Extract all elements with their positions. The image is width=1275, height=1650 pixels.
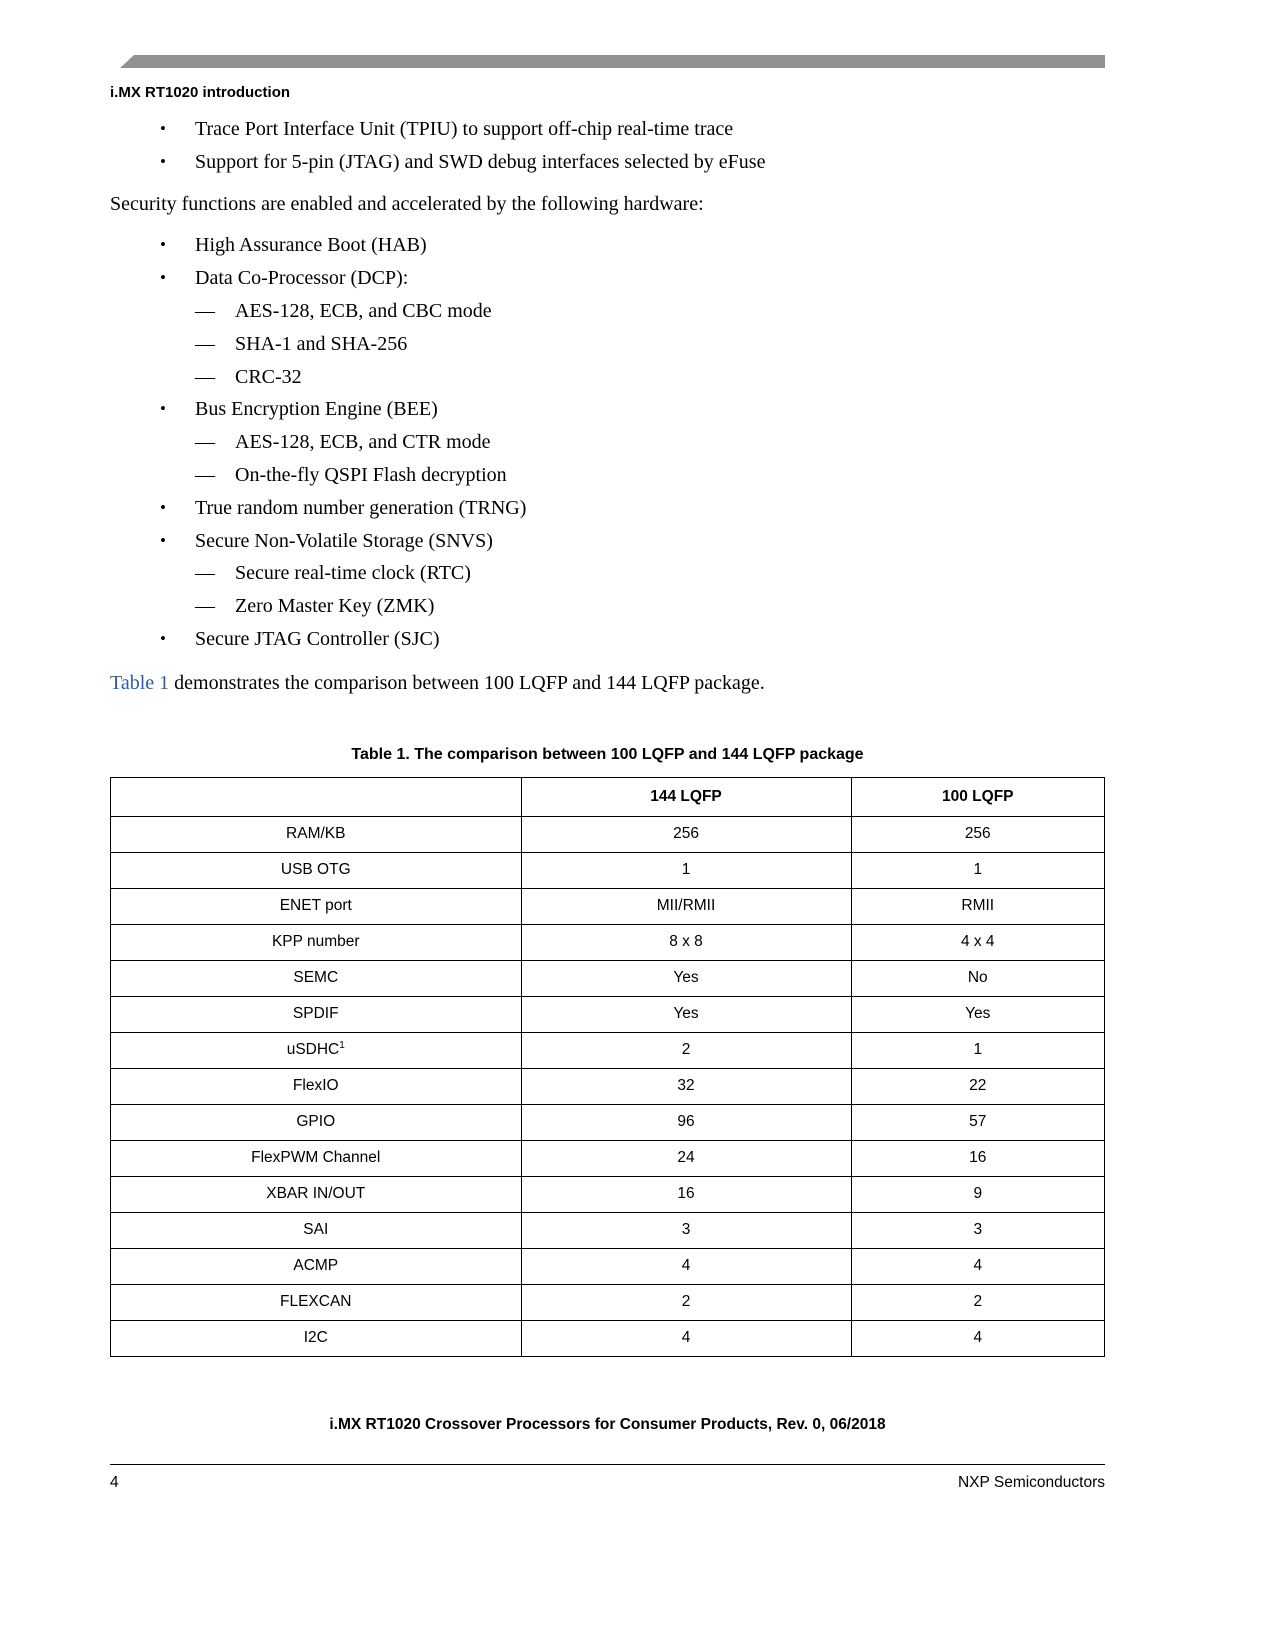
table-cell-label: XBAR IN/OUT <box>111 1176 522 1212</box>
bullet-marker: • <box>160 119 166 138</box>
list-item <box>110 262 1105 295</box>
list-item <box>110 113 1105 146</box>
comparison-table <box>110 777 1105 1357</box>
table-cell: 16 <box>851 1140 1104 1176</box>
dash-marker: — <box>195 562 215 585</box>
table-cell: 4 <box>851 1248 1104 1284</box>
table-cell: 1 <box>521 852 851 888</box>
list-item-text: Trace Port Interface Unit (TPIU) to support off-chip real-time trace <box>195 118 734 140</box>
table-cell: 96 <box>521 1104 851 1140</box>
table-cell: RMII <box>851 888 1104 924</box>
list-item-text: AES-128, ECB, and CBC mode <box>235 299 492 322</box>
table-row <box>111 1032 1105 1068</box>
table-cell: 32 <box>521 1068 851 1104</box>
table-header-row <box>111 777 1105 816</box>
list-item-text: Support for 5-pin (JTAG) and SWD debug interfaces selected by eFuse <box>195 150 766 173</box>
list-subitem <box>110 557 1105 590</box>
page-number: 4 <box>110 1474 119 1491</box>
table-cell: 2 <box>521 1032 851 1068</box>
dash-marker: — <box>195 595 215 618</box>
list-item-text: SHA-1 and SHA-256 <box>235 332 408 355</box>
cell-text: uSDHC <box>286 1041 340 1059</box>
table-reference-text: demonstrates the comparison between 100 LQFP and 144 LQFP package. <box>169 671 765 694</box>
table-cell-label: I2C <box>111 1320 522 1356</box>
bullet-marker: • <box>160 628 166 648</box>
table-row <box>111 1248 1105 1284</box>
table-row <box>111 996 1105 1032</box>
list-item-text: CRC-32 <box>235 365 302 388</box>
table-row <box>111 1176 1105 1212</box>
table-cell-label: FlexPWM Channel <box>111 1140 522 1176</box>
list-subitem <box>110 295 1105 328</box>
list-item-text: Secure JTAG Controller (SJC) <box>195 627 440 650</box>
header-rule-bar <box>120 55 1105 68</box>
table-cell: 4 <box>521 1320 851 1356</box>
dash-marker: — <box>195 431 215 454</box>
table-row <box>111 1068 1105 1104</box>
bullet-marker: • <box>160 530 166 550</box>
list-item <box>110 393 1105 426</box>
table-row <box>111 1104 1105 1140</box>
table-row <box>111 1140 1105 1176</box>
table-row <box>111 960 1105 996</box>
table-cell: 1 <box>851 1032 1104 1068</box>
list-item <box>110 492 1105 525</box>
list-item-text: AES-128, ECB, and CTR mode <box>235 431 491 454</box>
list-item-text: True random number generation (TRNG) <box>195 496 527 519</box>
table-cell-label: SAI <box>111 1212 522 1248</box>
table-header-100lqfp: 100 LQFP <box>851 777 1104 816</box>
list-item-text: High Assurance Boot (HAB) <box>195 234 427 257</box>
list-item-text: On-the-fly QSPI Flash decryption <box>235 463 507 486</box>
table-cell: 16 <box>521 1176 851 1212</box>
dash-marker: — <box>195 463 215 486</box>
table-cell: 4 x 4 <box>851 924 1104 960</box>
table-cell: Yes <box>521 996 851 1032</box>
list-subitem <box>110 426 1105 459</box>
table-cell-label: SPDIF <box>111 996 522 1032</box>
intro-bullet-list <box>110 113 1105 179</box>
table-cell: 256 <box>851 816 1104 852</box>
table-cell: 8 x 8 <box>521 924 851 960</box>
list-subitem <box>110 459 1105 492</box>
bullet-marker: • <box>160 235 166 255</box>
list-item-text: Zero Master Key (ZMK) <box>235 595 435 618</box>
table-row <box>111 1320 1105 1356</box>
table-cell-label: SEMC <box>111 960 522 996</box>
table-row <box>111 888 1105 924</box>
table-row <box>111 1212 1105 1248</box>
table-row <box>111 852 1105 888</box>
page-footer <box>110 1416 1105 1492</box>
security-intro-paragraph: Security functions are enabled and accelerated by the following hardware: <box>110 192 704 215</box>
table-cell: 57 <box>851 1104 1104 1140</box>
table-cell: 4 <box>521 1248 851 1284</box>
list-subitem <box>110 590 1105 623</box>
list-item-text: Secure Non-Volatile Storage (SNVS) <box>195 529 493 552</box>
table-1-link[interactable]: Table 1 <box>110 671 170 694</box>
table-caption: Table 1. The comparison between 100 LQFP and 144 LQFP package <box>351 745 864 763</box>
table-cell-label: ENET port <box>111 888 522 924</box>
list-item-text: Secure real-time clock (RTC) <box>235 562 471 585</box>
dash-marker: — <box>195 299 215 322</box>
dash-marker: — <box>195 365 215 388</box>
table-header-empty <box>111 777 522 816</box>
table-cell: MII/RMII <box>521 888 851 924</box>
table-header-144lqfp: 144 LQFP <box>521 777 851 816</box>
table-cell: No <box>851 960 1104 996</box>
table-cell: 4 <box>851 1320 1104 1356</box>
bullet-marker: • <box>160 399 166 419</box>
table-cell-label: KPP number <box>111 924 522 960</box>
list-subitem <box>110 328 1105 361</box>
footer-doc-title: i.MX RT1020 Crossover Processors for Consumer Products, Rev. 0, 06/2018 <box>329 1416 886 1433</box>
table-cell-label: GPIO <box>111 1104 522 1140</box>
list-item <box>110 146 1105 179</box>
table-cell-label: USB OTG <box>111 852 522 888</box>
table-reference-paragraph <box>110 667 1105 700</box>
table-cell-label: FLEXCAN <box>111 1284 522 1320</box>
table-cell: 2 <box>521 1284 851 1320</box>
table-cell: 3 <box>521 1212 851 1248</box>
footnote-reference: 1 <box>339 1039 345 1051</box>
table-cell: 1 <box>851 852 1104 888</box>
table-cell: 3 <box>851 1212 1104 1248</box>
section-header: i.MX RT1020 introduction <box>110 84 291 101</box>
table-cell-label: FlexIO <box>111 1068 522 1104</box>
table-row <box>111 1284 1105 1320</box>
list-item <box>110 525 1105 558</box>
table-cell-label: RAM/KB <box>111 816 522 852</box>
publisher-name: NXP Semiconductors <box>957 1474 1105 1491</box>
security-feature-list <box>110 229 1105 655</box>
table-cell: 24 <box>521 1140 851 1176</box>
table-cell: Yes <box>521 960 851 996</box>
table-cell: 9 <box>851 1176 1104 1212</box>
table-cell: Yes <box>851 996 1104 1032</box>
table-row <box>111 924 1105 960</box>
list-item-text: Data Co-Processor (DCP): <box>195 267 409 290</box>
bullet-marker: • <box>160 268 166 288</box>
table-cell: 256 <box>521 816 851 852</box>
list-subitem <box>110 361 1105 394</box>
bullet-marker: • <box>160 151 166 171</box>
list-item <box>110 623 1105 656</box>
list-item-text: Bus Encryption Engine (BEE) <box>195 398 438 421</box>
table-row <box>111 816 1105 852</box>
table-cell-label: ACMP <box>111 1248 522 1284</box>
table-cell-label <box>111 1032 522 1068</box>
bullet-marker: • <box>160 497 166 517</box>
dash-marker: — <box>195 332 215 355</box>
table-cell: 2 <box>851 1284 1104 1320</box>
list-item <box>110 229 1105 262</box>
table-cell: 22 <box>851 1068 1104 1104</box>
